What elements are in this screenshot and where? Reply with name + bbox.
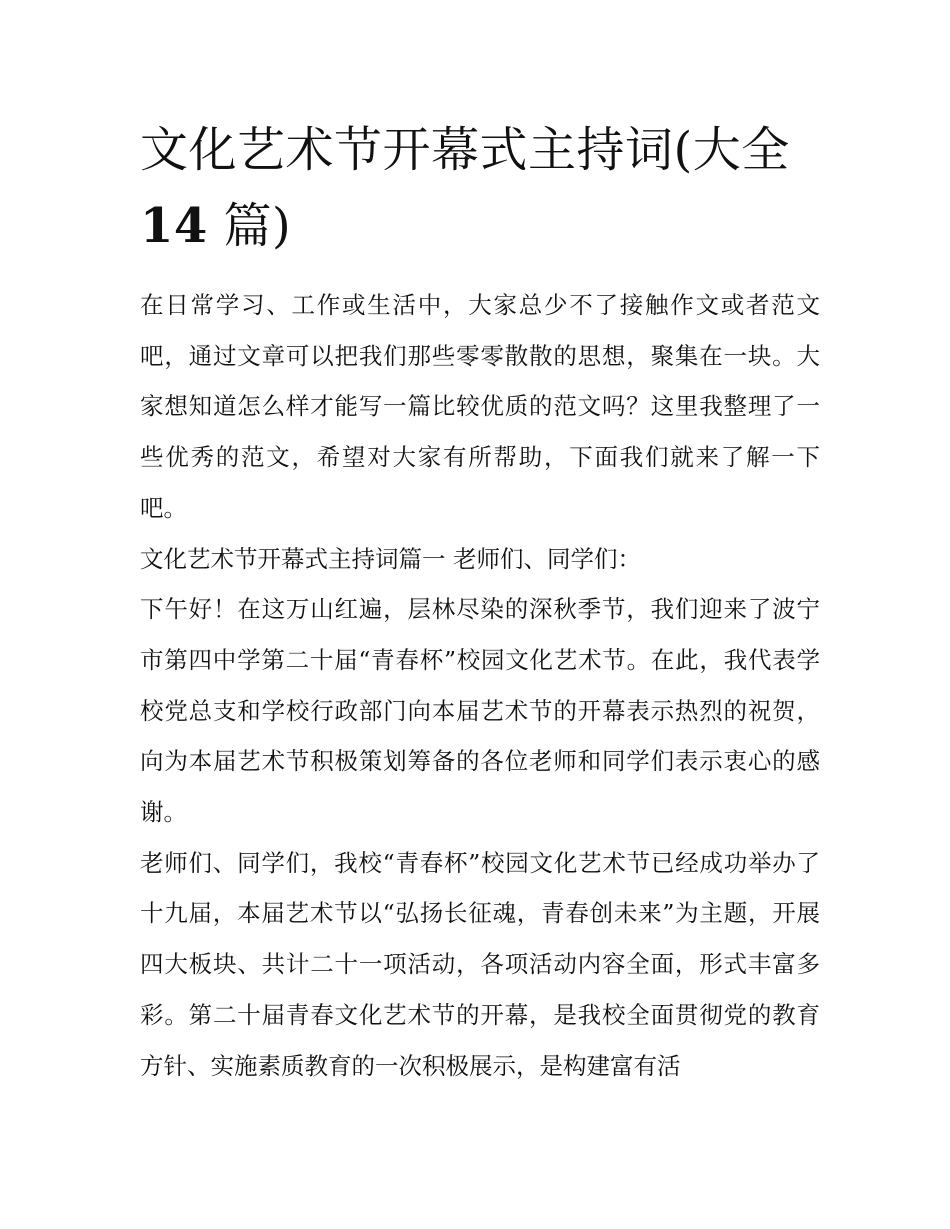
document-page xyxy=(140,112,820,1091)
paragraph-section-heading: 文化艺术节开幕式主持词篇一 老师们、同学们： xyxy=(140,544,641,573)
paragraph-festival: 老师们、同学们，我校“青春杯”校园文化艺术节已经成功举办了十九届，本届艺术节以“弘扬长征魂，青春创未来”为主题，开展四大板块、共计二十一项活动，各项活动内容全面，形式丰富多彩。第二十届青春文化艺术节的开幕，是我校全面贯彻党的教育方针、实施素质教育的一次积极展示，是构建富有活 xyxy=(140,848,820,1080)
title-main: 文化艺术节开幕式主持词(大全 xyxy=(140,122,790,178)
title-count: 14 xyxy=(140,198,208,254)
paragraph-intro: 在日常学习、工作或生活中，大家总少不了接触作文或者范文吧，通过文章可以把我们那些零零散散的思想，聚集在一块。大家想知道怎么样才能写一篇比较优质的范文吗？这里我整理了一些优秀的范文，希望对大家有所帮助，下面我们就来了解一下吧。 xyxy=(140,291,820,522)
document-body xyxy=(140,280,820,1091)
title-suffix: 篇) xyxy=(207,198,292,254)
document-title xyxy=(140,112,820,264)
paragraph-greeting: 下午好！在这万山红遍，层林尽染的深秋季节，我们迎来了波宁市第四中学第二十届“青春杯”校园文化艺术节。在此，我代表学校党总支和学校行政部门向本届艺术节的开幕表示热烈的祝贺，向为本届艺术节积极策划筹备的各位老师和同学们表示衷心的感谢。 xyxy=(140,595,820,827)
